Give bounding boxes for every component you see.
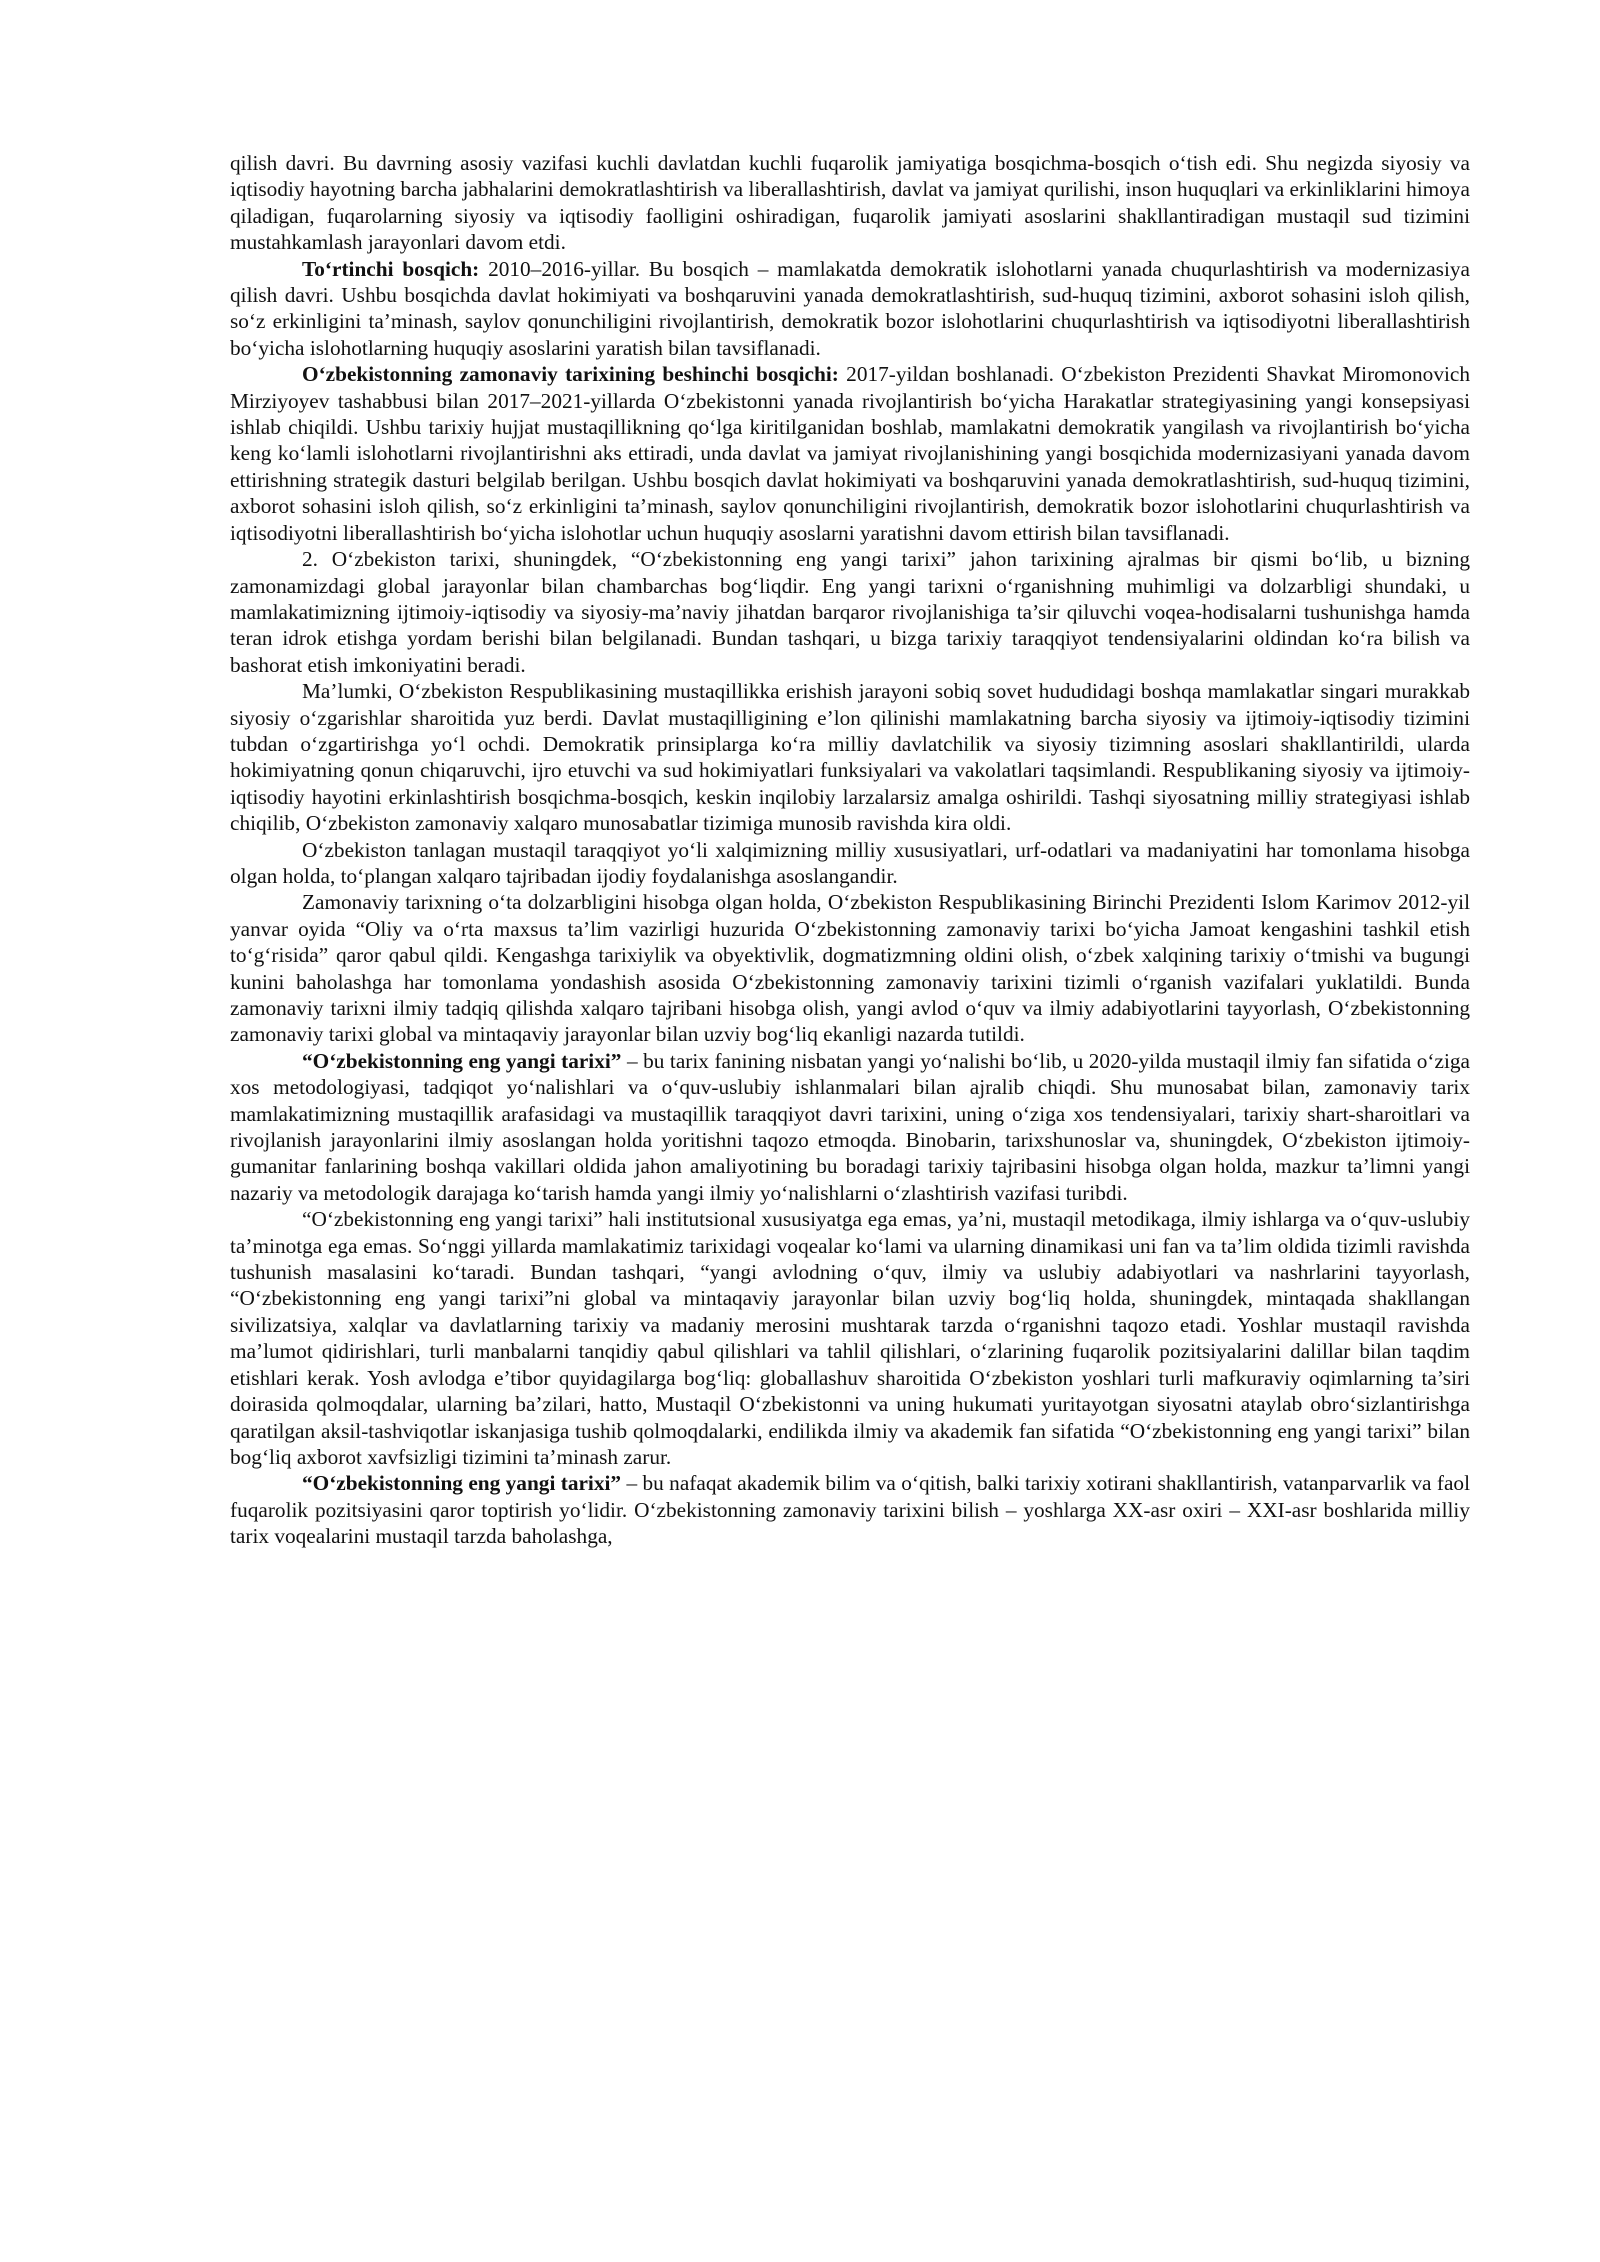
paragraph-development-path bbox=[230, 837, 1470, 890]
paragraph-lead: O‘zbekistonning zamonaviy tarixining beshinchi bosqichi: bbox=[302, 362, 839, 387]
paragraph-lead: “O‘zbekistonning eng yangi tarixi” bbox=[302, 1471, 622, 1496]
paragraph-section-2 bbox=[230, 546, 1470, 678]
document-page bbox=[230, 150, 1470, 1550]
paragraph-intro bbox=[230, 150, 1470, 256]
paragraph-newest-history-definition bbox=[230, 1048, 1470, 1206]
paragraph-text: 2017-yildan boshlanadi. O‘zbekiston Prezidenti Shavkat Miromonovich Mirziyoyev tashabbusi bilan 2017–2021-yillarda O‘zbekistonni yanada rivojlantirish bo‘yicha Harakatlar strategiyasining yangi konsepsiyasi ishlab chiqildi. Ushbu tarixiy hujjat mustaqillikning qo‘lga kiritilganidan boshlab, mamlakatni demokratik yangilash va rivojlantirish bo‘yicha keng ko‘lamli islohotlarni rivojlantirishni aks ettiradi, unda davlat va jamiyat rivojlanishining yangi bosqichida modernizasiyani yanada davom ettirishning strategik dasturi belgilab berilgan. Ushbu bosqich davlat hokimiyati va boshqaruvini yanada demokratlashtirish, sud-huquq tizimini, axborot sohasini isloh qilish, so‘z erkinligini ta’minash, saylov qonunchiligini rivojlantirish, demokratik bozor islohotlarini chuqurlashtirish va iqtisodiyotni liberallashtirish bo‘yicha islohotlar uchun huquqiy asoslarni yaratishni davom ettirish bilan tavsiflanadi. bbox=[230, 362, 1470, 545]
paragraph-public-council bbox=[230, 889, 1470, 1047]
paragraph-text: “O‘zbekistonning eng yangi tarixi” hali institutsional xususiyatga ega emas, ya’ni, mustaqil metodikaga, ilmiy ishlarga va o‘quv-uslubiy ta’minotga ega emas. So‘nggi yillarda mamlakatimiz tarixidagi voqealar ko‘lami va ularning dinamikasi uni fan va ta’lim oldida tizimli ravishda tushunish masalasini ko‘taradi. Bundan tashqari, “yangi avlodning o‘quv, ilmiy va uslubiy adabiyotlari va nashrlarini tayyorlash, “O‘zbekistonning eng yangi tarixi”ni global va mintaqaviy jarayonlar bilan uzviy bog‘liq holda, shuningdek, mintaqada shakllangan sivilizatsiya, xalqlar va davlatlarning tarixiy va madaniy merosini mushtarak tarzda o‘rganishni taqozo etadi. Yoshlar mustaqil ravishda ma’lumot qidirishlari, turli manbalarni tanqidiy qabul qilishlari va tahlil qilishlari, o‘zlarining fuqarolik pozitsiyalarini dalillar bilan taqdim etishlari kerak. Yosh avlodga e’tibor quyidagilarga bog‘liq: globallashuv sharoitida O‘zbekiston yoshlari turli mafkuraviy oqimlarning ta’siri doirasida qolmoqdalar, ularning ba’zilari, hatto, Mustaqil O‘zbekistonni va uning hukumati yuritayotgan siyosatni ataylab obro‘sizlantirishga qaratilgan aksil-tashviqotlar iskanjasiga tushib qolmoqdalarki, endilikda ilmiy va akademik fan sifatida “O‘zbekistonning eng yangi tarixi” bilan bog‘liq axborot xavfsizligi tizimini ta’minash zarur. bbox=[230, 1207, 1470, 1469]
paragraph-text: O‘zbekiston tanlagan mustaqil taraqqiyot yo‘li xalqimizning milliy xususiyatlari, urf-odatlari va madaniyatini har tomonlama hisobga olgan holda, to‘plangan xalqaro tajribadan ijodiy foydalanishga asoslangandir. bbox=[230, 837, 1470, 888]
paragraph-historical-memory bbox=[230, 1470, 1470, 1549]
paragraph-text: – bu nafaqat akademik bilim va o‘qitish, balki tarixiy xotirani shakllantirish, vatanparvarlik va faol fuqarolik pozitsiyasini qaror toptirish yo‘lidir. O‘zbekistonning zamonaviy tarixini bilish – yoshlarga XX-asr oxiri – XXI-asr boshlarida milliy tarix voqealarini mustaqil tarzda baholashga, bbox=[230, 1471, 1470, 1549]
paragraph-text: Ma’lumki, O‘zbekiston Respublikasining mustaqillikka erishish jarayoni sobiq sovet hududidagi boshqa mamlakatlar singari murakkab siyosiy o‘zgarishlar sharoitida yuz berdi. Davlat mustaqilligining e’lon qilinishi mamlakatning barcha siyosiy va ijtimoiy-iqtisodiy tizimini tubdan o‘zgartirishga yo‘l ochdi. Demokratik prinsiplarga ko‘ra milliy davlatchilik va siyosiy tizimning asoslari shakllantirildi, ularda hokimiyatning qonun chiqaruvchi, ijro etuvchi va sud hokimiyatlari funksiyalari va vakolatlari taqsimlandi. Respublikaning siyosiy va ijtimoiy-iqtisodiy hayotini erkinlashtirish bosqichma-bosqich, keskin inqilobiy larzalarsiz amalga oshirildi. Tashqi siyosatning milliy strategiyasi ishlab chiqilib, O‘zbekiston zamonaviy xalqaro munosabatlar tizimiga munosib ravishda kira oldi. bbox=[230, 679, 1470, 836]
paragraph-institutional bbox=[230, 1206, 1470, 1470]
paragraph-lead: “O‘zbekistonning eng yangi tarixi” bbox=[302, 1048, 622, 1073]
paragraph-text: Zamonaviy tarixning o‘ta dolzarbligini hisobga olgan holda, O‘zbekiston Respublikasining Birinchi Prezidenti Islom Karimov 2012-yil yanvar oyida “Oliy va o‘rta maxsus ta’lim vazirligi huzurida O‘zbekistonning zamonaviy tarixi bo‘yicha Jamoat kengashini tashkil etish to‘g‘risida” qaror qabul qildi. Kengashga tarixiylik va obyektivlik, dogmatizmning oldini olish, o‘zbek xalqining tarixiy o‘tmishi va bugungi kunini baholashga har tomonlama yondashish asosida O‘zbekistonning zamonaviy tarixini tizimli o‘rganish vazifalari yuklatildi. Bunda zamonaviy tarixni ilmiy tadqiq qilishda xalqaro tajribani hisobga olish, yangi avlod o‘quv va ilmiy adabiyotlarini tayyorlash, O‘zbekistonning zamonaviy tarixi global va mintaqaviy jarayonlar bilan uzviy bog‘liq ekanligi nazarda tutildi. bbox=[230, 890, 1470, 1047]
paragraph-fourth-stage bbox=[230, 256, 1470, 362]
paragraph-independence bbox=[230, 678, 1470, 836]
paragraph-text: qilish davri. Bu davrning asosiy vazifasi kuchli davlatdan kuchli fuqarolik jamiyatiga bosqichma-bosqich o‘tish edi. Shu negizda siyosiy va iqtisodiy hayotning barcha jabhalarini demokratlashtirish va liberallashtirish, davlat va jamiyat qurilishi, inson huquqlari va erkinliklarini himoya qiladigan, fuqarolarning siyosiy va iqtisodiy faolligini oshiradigan, fuqarolik jamiyati asoslarini shakllantiradigan mustaqil sud tizimini mustahkamlash jarayonlari davom etdi. bbox=[230, 151, 1470, 255]
paragraph-fifth-stage bbox=[230, 361, 1470, 546]
paragraph-text: 2010–2016-yillar. Bu bosqich – mamlakatda demokratik islohotlarni yanada chuqurlashtirish va modernizasiya qilish davri. Ushbu bosqichda davlat hokimiyati va boshqaruvini yanada demokratlashtirish, sud-huquq tizimini, axborot sohasini isloh qilish, so‘z erkinligini ta’minash, saylov qonunchiligini rivojlantirish, demokratik bozor islohotlarini chuqurlashtirish va iqtisodiyotni liberallashtirish bo‘yicha islohotlarning huquqiy asoslarini yaratish bilan tavsiflanadi. bbox=[230, 256, 1470, 360]
paragraph-text: 2. O‘zbekiston tarixi, shuningdek, “O‘zbekistonning eng yangi tarixi” jahon tarixining ajralmas bir qismi bo‘lib, u bizning zamonamizdagi global jarayonlar bilan chambarchas bog‘liqdir. Eng yangi tarixni o‘rganishning muhimligi va dolzarbligi shundaki, u mamlakatimizning ijtimoiy-iqtisodiy va siyosiy-ma’naviy jihatdan barqaror rivojlanishiga ta’sir qiluvchi voqea-hodisalarni tushunishga hamda teran idrok etishga yordam berishi bilan belgilanadi. Bundan tashqari, u bizga tarixiy taraqqiyot tendensiyalarini oldindan ko‘ra bilish va bashorat etish imkoniyatini beradi. bbox=[230, 547, 1470, 677]
paragraph-text: – bu tarix fanining nisbatan yangi yo‘nalishi bo‘lib, u 2020-yilda mustaqil ilmiy fan sifatida o‘ziga xos metodologiyasi, tadqiqot yo‘nalishlari va o‘quv-uslubiy ishlanmalari bilan ajralib chiqdi. Shu munosabat bilan, zamonaviy tarix mamlakatimizning mustaqillik arafasidagi va mustaqillik taraqqiyot davri tarixini, uning o‘ziga xos tendensiyalari, tarixiy shart-sharoitlari va rivojlanish jarayonlarini ilmiy asoslangan holda yoritishni taqozo etmoqda. Binobarin, tarixshunoslar va, shuningdek, O‘zbekiston ijtimoiy-gumanitar fanlarining boshqa vakillari oldida jahon amaliyotining bu boradagi tarixiy tajribasini hisobga olgan holda, mazkur ta’limni yangi nazariy va metodologik darajaga ko‘tarish hamda yangi ilmiy yo‘nalishlarni o‘zlashtirish vazifasi turibdi. bbox=[230, 1048, 1470, 1205]
paragraph-lead: To‘rtinchi bosqich: bbox=[302, 256, 480, 281]
